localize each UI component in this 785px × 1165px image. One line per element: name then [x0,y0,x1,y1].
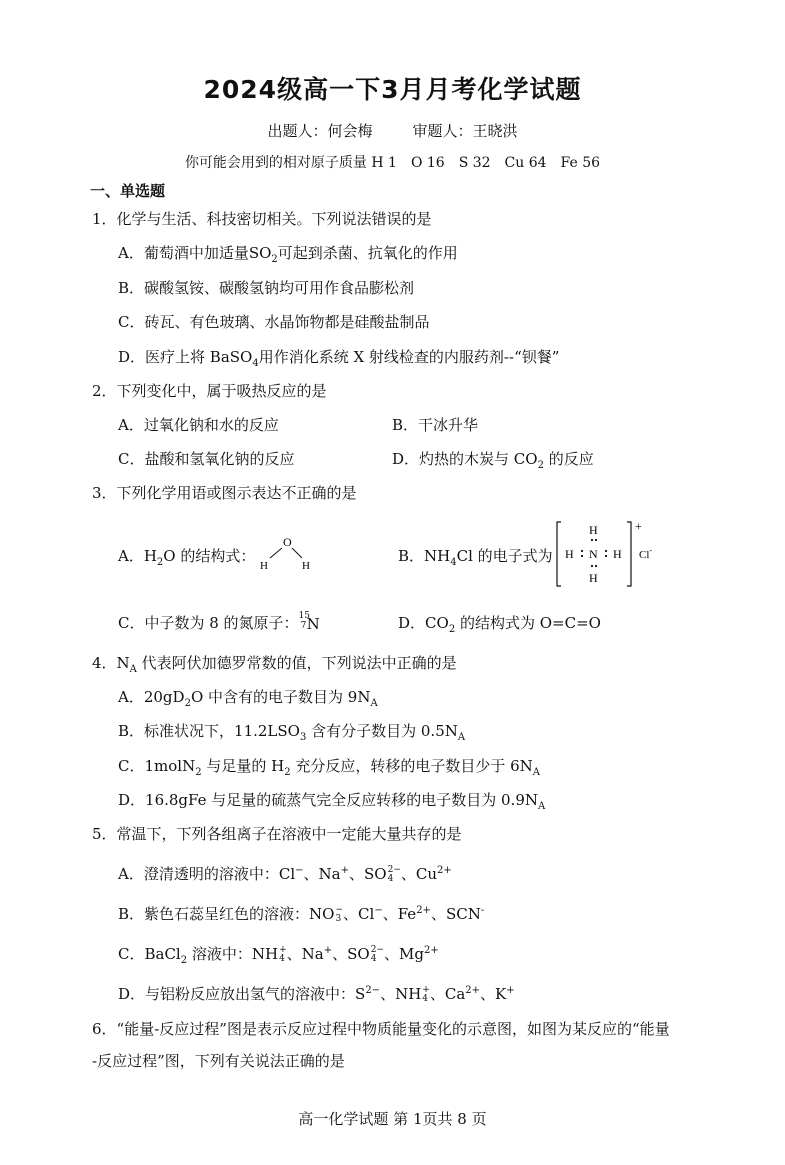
water-structure-diagram [256,534,316,574]
ion: NH + 4 、 [395,985,445,1004]
atomic-masses: 你可能会用到的相对原子质量 H 1 O 16 S 32 Cu 64 Fe 56 [184,155,601,171]
q3-stem: 3．下列化学用语或图示表达不正确的是 [92,484,357,502]
lewis-h-left: H [565,547,574,561]
q2-option-c: C．盐酸和氢氧化钠的反应 [118,450,295,468]
ion: $Mg^{2+}$ [399,945,439,963]
ion: NO − 3 、 [309,905,359,924]
lewis-h-bottom: H [589,571,598,585]
q1-option-a: A．葡萄酒中加适量$SO_2$可起到杀菌、抗氧化的作用 [118,244,458,265]
q4-option-b: B．标准状况下，$11.2LSO_3$ 含有分子数目为 $0.5N_A$ [118,722,466,743]
ion: K+ [495,985,515,1003]
q2-stem: 2．下列变化中，属于吸热反应的是 [92,382,327,400]
electron-dot [581,555,583,557]
q6-stem-line2: -反应过程”图，下列有关说法正确的是 [92,1052,345,1070]
ion: $Fe^{2+}$、 [397,905,446,923]
lewis-h-right: H [613,547,622,561]
q5-option-d: D．与铝粉反应放出氢气的溶液中：$S^{2-}$、NH + 4 、$Ca^{2+}$、K+ [118,985,515,1004]
electron-dot [595,539,597,541]
electron-dot [605,550,607,552]
electron-dot [591,565,593,567]
ion: $Cu^{2+}$ [415,865,452,883]
q5-stem: 5．常温下，下列各组离子在溶液中一定能大量共存的是 [92,825,462,843]
nitrogen-isotope: 15 7 N [298,611,320,633]
lewis-h-top: H [589,523,598,537]
ion: NH + 4 、 [251,945,302,964]
lewis-n-center: N [589,547,598,561]
q5-option-a: A．澄清透明的溶液中：Cl−、Na+、SO 2− 4 、$Cu^{2+}$ [118,865,452,884]
electron-dot [605,555,607,557]
water-bond-left [270,548,282,558]
exam-title: 2024级高一下3月月考化学试题 [203,75,582,104]
q2-option-b: B．干冰升华 [392,416,479,434]
page-footer: 高一化学试题 第 1页共 8 页 [298,1110,487,1128]
q3-option-c: C．中子数为 8 的氮原子： 15 7 N [118,611,320,633]
lewis-chloride: Cl- [639,546,653,561]
setter-name: 出题人：何会梅 [267,122,373,140]
author-line [0,120,785,141]
ion: $S^{2-}$、 [355,985,396,1003]
ion: Cl−、 [358,905,398,923]
ion: SO 2− 4 、 [364,865,416,884]
q1-stem: 1．化学与生活、科技密切相关。下列说法错误的是 [92,210,432,228]
water-h-atom-right: H [302,560,310,572]
ion: Cl−、 [278,865,319,883]
lewis-plus-charge: + [635,520,642,533]
q2-option-d: D．灼热的木炭与 $CO_2$ 的反应 [392,450,594,471]
q3-option-a: A．$H_2O$ 的结构式： [118,547,256,568]
section-heading: 一、单选题 [90,182,166,200]
ion: SO 2− 4 、 [347,945,400,964]
q4-option-d: D．16.8gFe 与足量的硫蒸气完全反应转移的电子数目为 $0.9N_A$ [118,791,546,812]
ion: Na+、 [318,865,365,883]
ion: SCN- [445,905,485,923]
q5-option-c: C．BaCl$_2$ 溶液中：NH + 4 、Na+、SO 2− 4 、$Mg^{2+}$ [118,945,439,966]
q3-option-d: D．$CO_2$ 的结构式为 O=C=O [398,614,601,635]
q4-option-a: A．$20gD_2O$ 中含有的电子数目为 $9N_A$ [118,688,378,709]
ion: Na+、 [301,945,348,963]
q6-stem-line1: 6．“能量-反应过程”图是表示反应过程中物质能量变化的示意图，如图为某反应的“能量 [92,1020,670,1038]
electron-dot [595,565,597,567]
ammonium-chloride-lewis-diagram [555,520,665,590]
bracket-right [627,522,631,586]
water-o-atom: O [283,535,292,549]
reviewer-name: 审题人：王晓洪 [412,122,518,140]
q1-option-c: C．砖瓦、有色玻璃、水晶饰物都是硅酸盐制品 [118,313,430,331]
q1-option-d: D．医疗上将 BaSO$_4$用作消化系统 X 射线检查的内服药剂--“钡餐” [118,348,560,369]
electron-dot [591,539,593,541]
water-bond-right [292,548,302,558]
water-h-atom-left: H [260,560,268,572]
q3-option-b: B．$NH_4Cl$ 的电子式为 [398,547,553,568]
q2-option-a: A．过氧化钠和水的反应 [118,416,279,434]
q1-option-b: B．碳酸氢铵、碳酸氢钠均可用作食品膨松剂 [118,279,415,297]
q5-option-b: B．紫色石蕊呈红色的溶液：NO − 3 、Cl−、$Fe^{2+}$、SCN- [118,905,485,924]
bracket-left [557,522,561,586]
q4-option-c: C．1molN$_2$ 与足量的 $H_2$ 充分反应，转移的电子数目少于 $6N_A$ [118,757,541,778]
electron-dot [581,550,583,552]
q4-stem: 4．$N_A$ 代表阿伏加德罗常数的值，下列说法中正确的是 [92,654,457,675]
ion: $Ca^{2+}$、 [444,985,496,1003]
